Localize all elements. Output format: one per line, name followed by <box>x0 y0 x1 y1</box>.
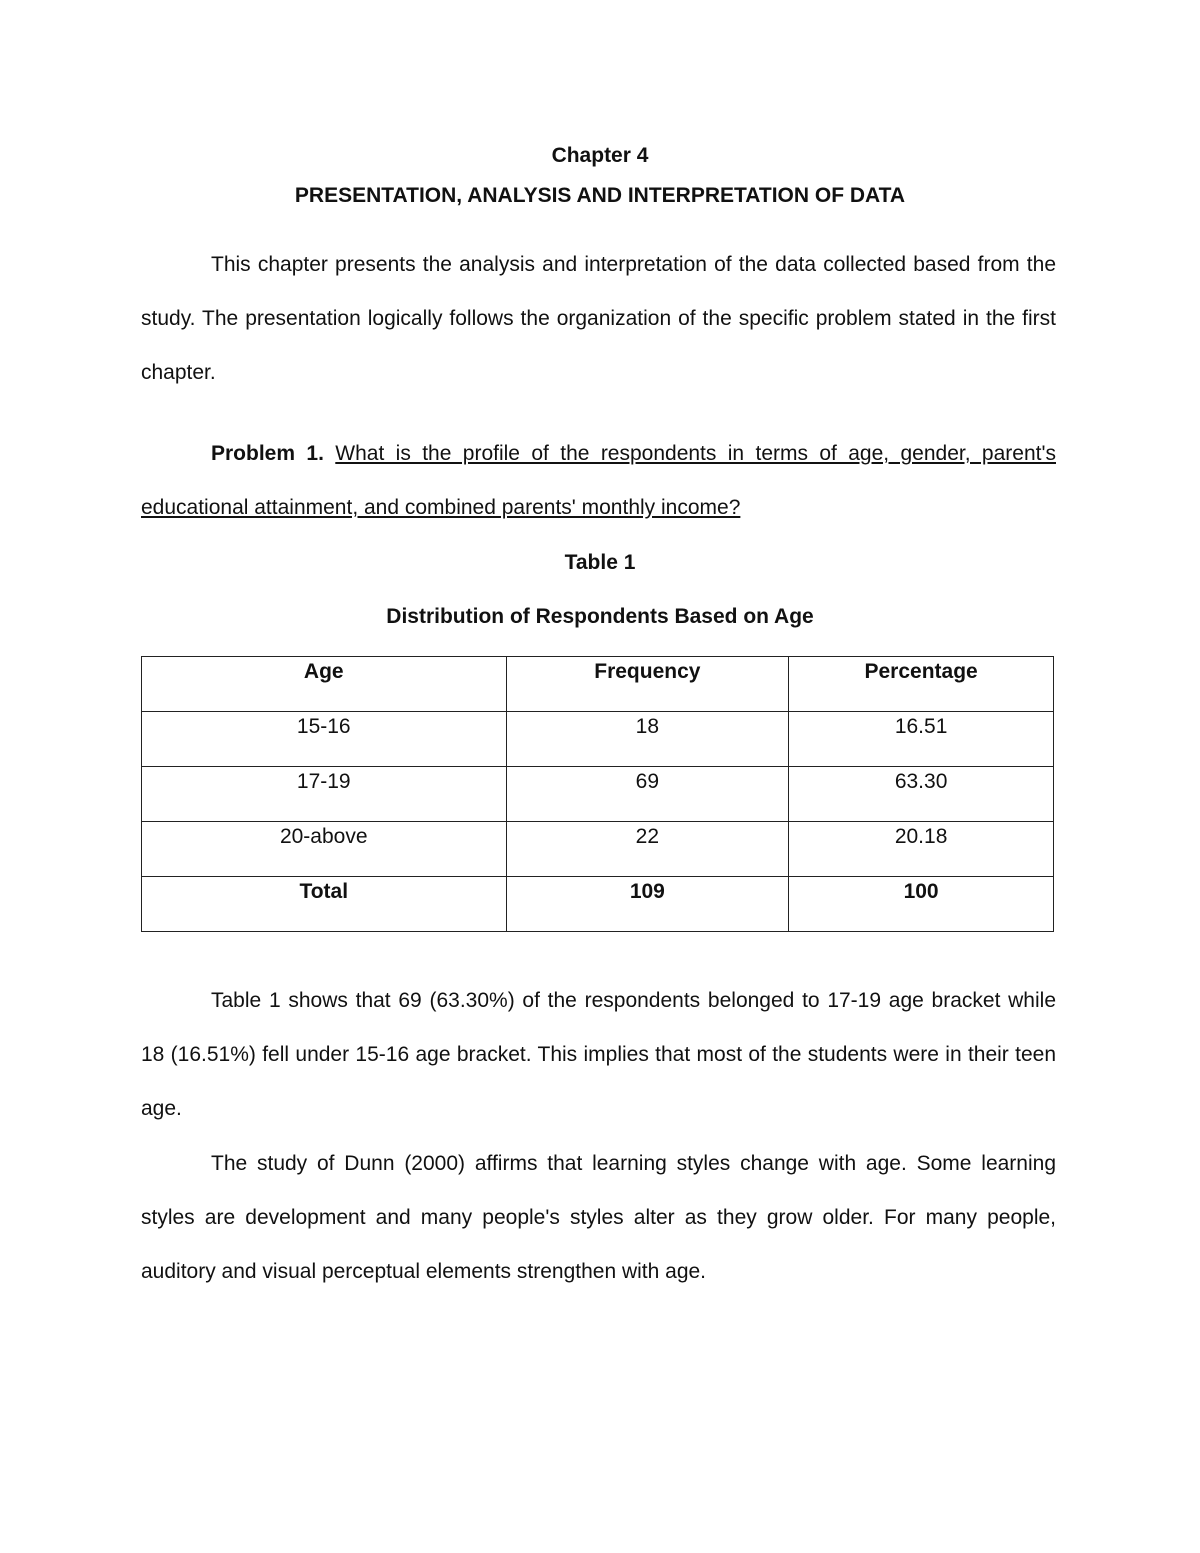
chapter-title: PRESENTATION, ANALYSIS AND INTERPRETATION OF DATA <box>294 184 906 207</box>
problem-statement <box>141 427 1056 535</box>
table-header-row <box>142 657 1054 712</box>
header-percentage: Percentage <box>789 657 1054 712</box>
table-row <box>142 712 1054 767</box>
analysis-paragraph: Table 1 shows that 69 (63.30%) of the respondents belonged to 17-19 age bracket while 18 (16.51%) fell under 15-16 age bracket. This implies that most of the students were in their teen age. <box>141 989 1056 1120</box>
table-row <box>142 822 1054 877</box>
table-total-row <box>142 877 1054 932</box>
problem-question: What is the profile of the respondents in terms of age, gender, parent's educational attainment, and combined parents' monthly income? <box>141 442 1056 519</box>
total-percentage: 100 <box>789 877 1054 932</box>
cell-percentage: 63.30 <box>789 767 1054 822</box>
header-frequency: Frequency <box>506 657 789 712</box>
chapter-number: Chapter 4 <box>551 144 649 167</box>
total-frequency: 109 <box>506 877 789 932</box>
discussion-paragraph: The study of Dunn (2000) affirms that learning styles change with age. Some learning styles are development and many people's styles alter as they grow older. For many people, auditory and visual perceptual elements strengthen with age. <box>141 1152 1056 1283</box>
cell-age: 15-16 <box>142 712 507 767</box>
header-age: Age <box>142 657 507 712</box>
cell-age: 20-above <box>142 822 507 877</box>
cell-percentage: 16.51 <box>789 712 1054 767</box>
cell-frequency: 22 <box>506 822 789 877</box>
intro-paragraph: This chapter presents the analysis and interpretation of the data collected based from the study. The presentation logically follows the organization of the specific problem stated in the first chapter. <box>141 253 1056 384</box>
cell-percentage: 20.18 <box>789 822 1054 877</box>
table-row <box>142 767 1054 822</box>
cell-frequency: 18 <box>506 712 789 767</box>
cell-age: 17-19 <box>142 767 507 822</box>
problem-label: Problem 1. <box>211 442 324 465</box>
age-distribution-table <box>141 656 1054 932</box>
cell-frequency: 69 <box>506 767 789 822</box>
table-caption: Distribution of Respondents Based on Age <box>386 605 814 628</box>
total-label: Total <box>142 877 507 932</box>
table-number: Table 1 <box>564 551 636 574</box>
